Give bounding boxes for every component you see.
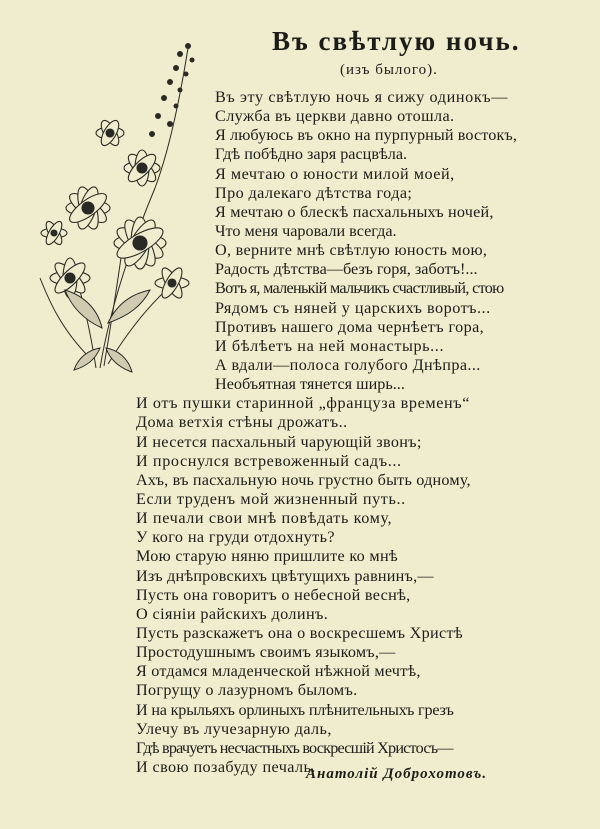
poem-line: У кого на груди отдохнуть? xyxy=(136,528,336,547)
poem-line: И бѣлѣетъ на ней монастырь... xyxy=(215,336,445,355)
poem-line: О сіяніи райскихъ долинъ. xyxy=(136,604,329,623)
poem-line: И проснулся встревоженный садъ... xyxy=(136,451,402,470)
poem-line: Мою старую няню пришлите ко мнѣ xyxy=(136,547,398,566)
poem-line: Въ эту свѣтлую ночь я сижу одинокъ— xyxy=(215,88,509,106)
poem-line: Я мечтаю о блескѣ пасхальныхъ ночей, xyxy=(215,202,494,221)
poem-line: И печали свои мнѣ повѣдать кому, xyxy=(136,509,393,528)
poem-line: Простодушнымъ своимъ языкомъ,— xyxy=(136,643,396,662)
poem-line: Гдѣ врачуетъ несчастныхъ воскресшій Христосъ— xyxy=(136,738,453,757)
poem-line: О, верните мнѣ свѣтлую юность мою, xyxy=(215,241,488,260)
poem-line: Служба въ церкви давно отошла. xyxy=(215,107,455,126)
poem-line: И на крыльяхъ орлиныхъ плѣнительныхъ грезъ xyxy=(136,700,454,719)
poem-line: А вдали—полоса голубого Днѣпра... xyxy=(215,355,481,374)
poem-line: Ахъ, въ пасхальную ночь грустно быть одному, xyxy=(136,470,471,489)
poem-line: Вотъ я, маленькій мальчикъ счастливый, стою xyxy=(215,279,504,298)
author-signature: Анатолій Доброхотовъ. xyxy=(306,766,488,782)
poem-subtitle: (изъ былого). xyxy=(340,62,438,78)
poem-line: Гдѣ побѣдно заря расцвѣла. xyxy=(215,145,408,164)
poem-line: Пусть она говоритъ о небесной веснѣ, xyxy=(136,585,411,604)
poem-line: Я мечтаю о юности милой моей, xyxy=(215,164,455,183)
poem-line: Дома ветхія стѣны дрожатъ.. xyxy=(136,413,348,432)
poem-line: И свою позабуду печаль. xyxy=(136,757,316,776)
poem-line: Изъ днѣпровскихъ цвѣтущихъ равнинъ,— xyxy=(136,566,434,585)
poem-line: И несется пасхальный чарующій звонъ; xyxy=(136,432,422,451)
poem-line: Необъятная тянется ширь... xyxy=(215,375,405,394)
poem-line: Что меня чаровали всегда. xyxy=(215,221,397,240)
poem-line: Рядомъ съ няней у царскихъ воротъ... xyxy=(215,298,491,317)
poem-line: И отъ пушки старинной „француза временъ“ xyxy=(136,394,470,413)
poem-body xyxy=(0,88,600,777)
poem-line: Я отдамся младенческой нѣжной мечтѣ, xyxy=(136,662,421,681)
poem-line: Радость дѣтства—безъ горя, заботъ!... xyxy=(215,260,478,279)
poem-line: Улечу въ лучезарную даль, xyxy=(136,719,332,738)
poem-line: Про далекаго дѣтства года; xyxy=(215,183,413,202)
poem-title: Въ свѣтлую ночь. xyxy=(272,26,521,56)
poem-line: Пусть разскажетъ она о воскресшемъ Христѣ xyxy=(136,623,463,642)
poem-line: Погрущу о лазурномъ быломъ. xyxy=(136,681,358,700)
poem-line: Если труденъ мой жизненный путь.. xyxy=(136,489,406,508)
poem-line: Я любуюсь въ окно на пурпурный востокъ, xyxy=(215,126,518,145)
poem-line: Противъ нашего дома чернѣетъ гора, xyxy=(215,317,485,336)
